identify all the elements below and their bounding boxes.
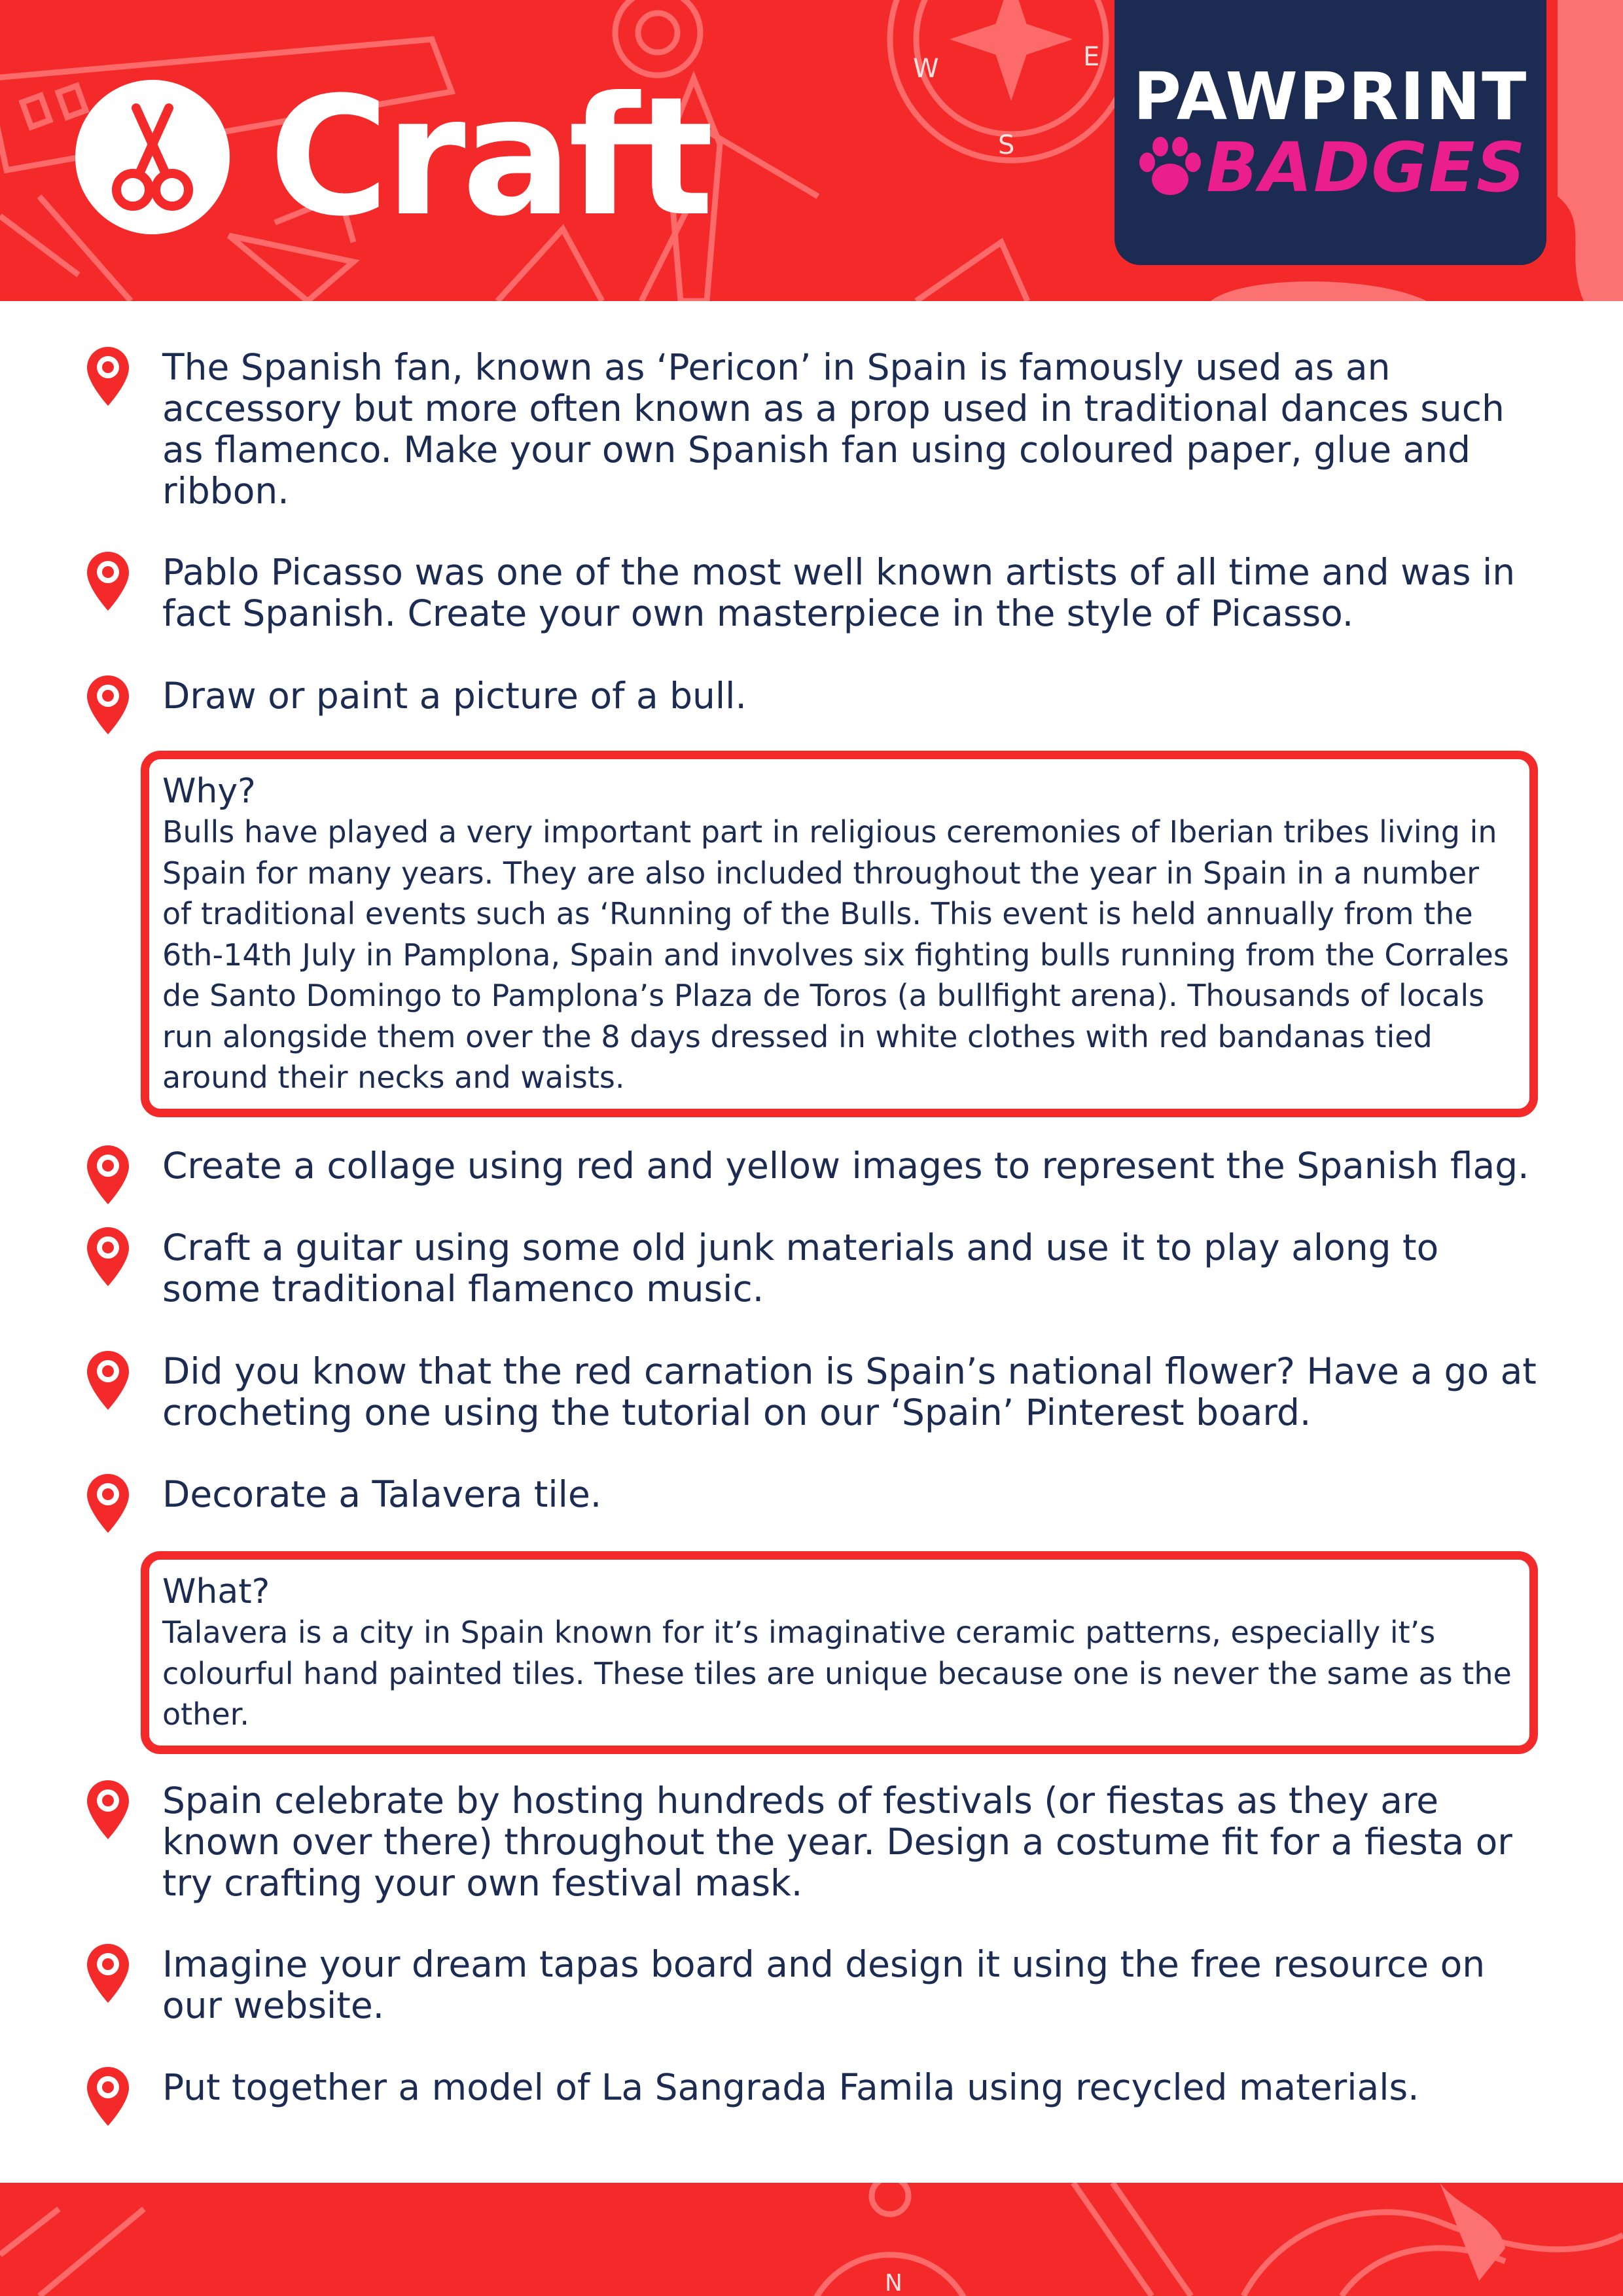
item-text: Did you know that the red carnation is Spain’s national flower? Have a go at crocheting one using the tutorial on our ‘Spain’ Pinterest board. bbox=[162, 1350, 1537, 1433]
item-text: Put together a model of La Sangrada Famila using recycled materials. bbox=[162, 2066, 1419, 2108]
map-pin-icon bbox=[87, 1227, 129, 1286]
footer-decoration bbox=[0, 2183, 1623, 2296]
map-pin-icon bbox=[87, 1145, 129, 1204]
map-pin-icon bbox=[87, 1780, 129, 1839]
scissors-icon bbox=[75, 80, 230, 234]
paw-icon bbox=[1134, 135, 1206, 200]
logo-text-bottom: BADGES bbox=[1206, 127, 1527, 207]
brand-logo bbox=[1115, 0, 1546, 265]
map-pin-icon bbox=[87, 2067, 129, 2126]
what-info-box bbox=[141, 1551, 1538, 1754]
title-group bbox=[75, 62, 710, 252]
svg-text:N: N bbox=[885, 2270, 902, 2296]
item-text: The Spanish fan, known as ‘Pericon’ in Spain is famously used as an accessory but more often known as a prop used in traditional dances such as flamenco. Make your own Spanish fan using coloured paper, glue and ribbon. bbox=[162, 346, 1505, 512]
item-text: Imagine your dream tapas board and design it using the free resource on our website. bbox=[162, 1943, 1486, 2026]
svg-text:W: W bbox=[913, 54, 939, 84]
page-title: Craft bbox=[269, 62, 710, 252]
logo-bottom-row bbox=[1134, 127, 1527, 207]
logo-text-top: PAWPRINT bbox=[1133, 58, 1528, 135]
info-box-title: Why? bbox=[162, 772, 256, 811]
map-pin-icon bbox=[87, 675, 129, 734]
map-pin-icon bbox=[87, 347, 129, 406]
info-box-body: Bulls have played a very important part in religious ceremonies of Iberian tribes living in Spain for many years. They are also included throughout the year in Spain in a number of traditional events such as ‘Running of the Bulls. This event is held annually from the 6th-14th July in Pamplona, Spain and involves six fighting bulls running from the Corrales de Santo Domingo to Pamplona’s Plaza de Toros (a bullfight arena). Thousands of locals run alongside them over the 8 days dressed in white clothes with red bandanas tied around their necks and waists. bbox=[162, 814, 1509, 1095]
map-pin-icon bbox=[87, 1474, 129, 1533]
map-pin-icon bbox=[87, 552, 129, 611]
item-text: Craft a guitar using some old junk materials and use it to play along to some traditional flamenco music. bbox=[162, 1227, 1439, 1310]
header-banner bbox=[0, 0, 1623, 301]
item-text: Pablo Picasso was one of the most well known artists of all time and was in fact Spanish. Create your own masterpiece in the style of Picasso. bbox=[162, 551, 1516, 634]
map-pin-icon bbox=[87, 1351, 129, 1410]
info-box-body: Talavera is a city in Spain known for it’s imaginative ceramic patterns, especially it’s colourful hand painted tiles. These tiles are unique because one is never the same as the other. bbox=[162, 1615, 1512, 1732]
info-box-title: What? bbox=[162, 1572, 270, 1611]
item-text: Draw or paint a picture of a bull. bbox=[162, 675, 747, 717]
item-text: Create a collage using red and yellow images to represent the Spanish flag. bbox=[162, 1145, 1529, 1187]
svg-text:E: E bbox=[1083, 42, 1100, 72]
item-text: Spain celebrate by hosting hundreds of festivals (or fiestas as they are known over there) throughout the year. Design a costume fit for a fiesta or try crafting your own festival mask. bbox=[162, 1780, 1512, 1904]
map-pin-icon bbox=[87, 1944, 129, 2003]
svg-text:S: S bbox=[998, 130, 1015, 160]
item-text: Decorate a Talavera tile. bbox=[162, 1473, 602, 1515]
why-info-box bbox=[141, 751, 1538, 1117]
footer-banner bbox=[0, 2183, 1623, 2296]
